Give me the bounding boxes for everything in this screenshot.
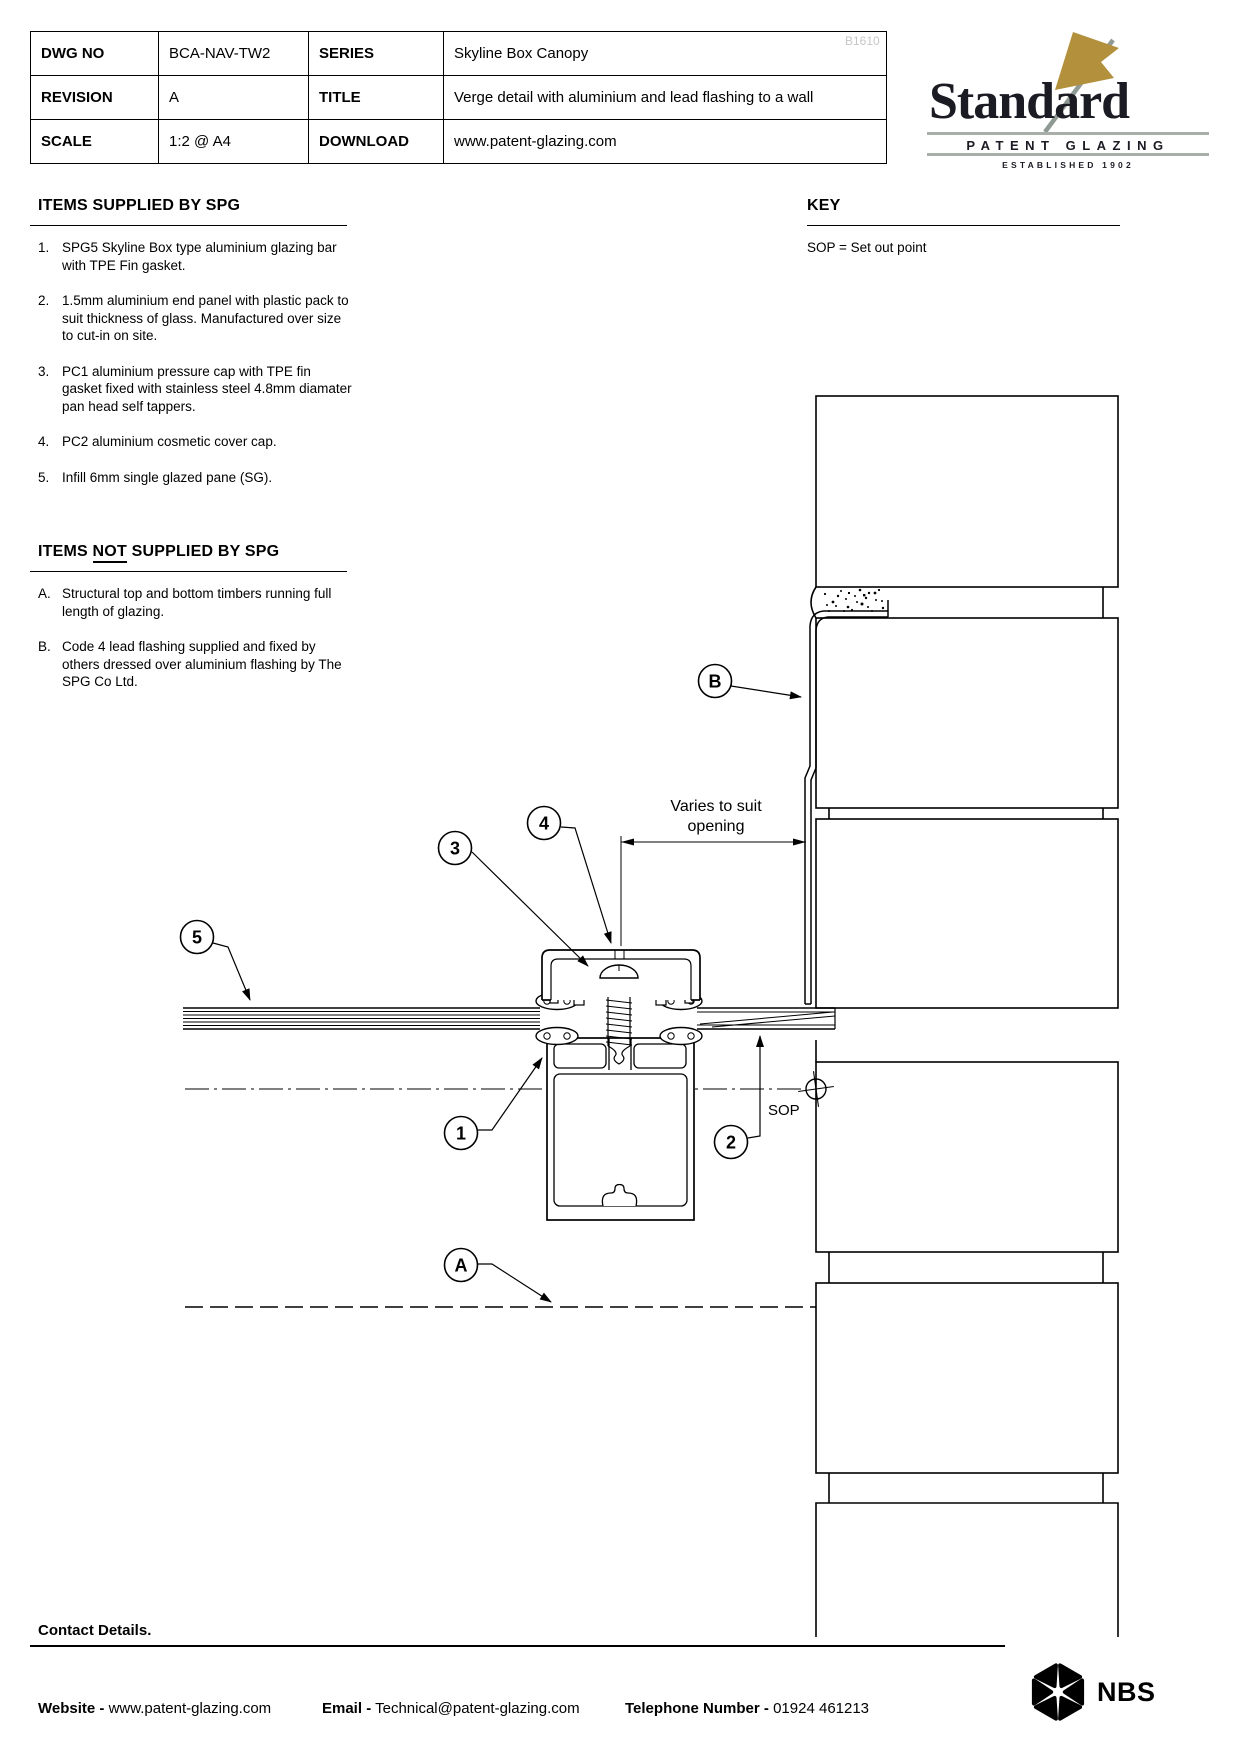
callout-2 xyxy=(715,1126,748,1159)
heading-part: SUPPLIED BY SPG xyxy=(131,543,280,560)
contact-details-heading: Contact Details. xyxy=(38,1622,152,1639)
nbs-flake-icon xyxy=(1029,1663,1087,1721)
callout-label: 5 xyxy=(191,927,203,948)
key-entry: SOP = Set out point xyxy=(807,240,927,255)
item-text: 1.5mm aluminium end panel with plastic pack to suit thickness of glass. Manufactured over size to cut-in on site. xyxy=(62,293,349,343)
callout-label: 1 xyxy=(455,1123,467,1144)
heading-part: ITEMS xyxy=(38,543,88,560)
item-text: SPG5 Skyline Box type aluminium glazing bar with TPE Fin gasket. xyxy=(62,240,337,273)
item-text: Code 4 lead flashing supplied and fixed by others dressed over aluminium flashing by The SPG Co Ltd. xyxy=(62,639,342,689)
glass-pane xyxy=(183,1008,540,1029)
callout-5 xyxy=(181,921,214,954)
callout-label: 3 xyxy=(449,838,461,859)
website-label: Website xyxy=(38,1700,96,1717)
logo-subtitle: PATENT GLAZING xyxy=(966,138,1170,153)
tpe-gaskets xyxy=(536,993,702,1045)
mortar-speckle xyxy=(824,589,884,612)
wall-block xyxy=(816,1062,1118,1252)
item-text: PC1 aluminium pressure cap with TPE fin gasket fixed with stainless steel 4.8mm diamater pan head self tappers. xyxy=(62,363,352,414)
download-label: DOWNLOAD xyxy=(309,120,444,164)
items-supplied-heading: ITEMS SUPPLIED BY SPG xyxy=(38,197,241,214)
title-value: Verge detail with aluminium and lead flashing to a wall xyxy=(444,76,887,120)
phone-value: 01924 461213 xyxy=(773,1700,870,1717)
separator: - xyxy=(763,1700,769,1717)
callout-1 xyxy=(445,1117,478,1150)
item-number: 1. xyxy=(38,240,50,255)
title-label: TITLE xyxy=(309,76,444,120)
revision-label: REVISION xyxy=(31,76,159,120)
email-label: Email xyxy=(322,1700,363,1717)
item-number: 4. xyxy=(38,434,50,449)
dwg-no-label: DWG NO xyxy=(31,32,159,76)
callout-label: B xyxy=(708,671,722,692)
dimension-text-line2: opening xyxy=(687,818,745,835)
footer-phone xyxy=(625,1700,869,1717)
wall-block xyxy=(816,1503,1118,1637)
dimension xyxy=(621,798,806,946)
revision-value: A xyxy=(159,76,309,120)
item-number: B. xyxy=(38,639,51,654)
download-value: www.patent-glazing.com xyxy=(444,120,887,164)
phone-label: Telephone Number xyxy=(625,1700,760,1717)
callout-3 xyxy=(439,832,472,865)
scale-label: SCALE xyxy=(31,120,159,164)
callout-B xyxy=(699,665,732,698)
item-text: Structural top and bottom timbers running full length of glazing. xyxy=(62,586,332,619)
footer-email xyxy=(322,1700,580,1717)
scale-value: 1:2 @ A4 xyxy=(159,120,309,164)
end-panel xyxy=(697,1008,835,1029)
series-label: SERIES xyxy=(309,32,444,76)
wall-block xyxy=(816,819,1118,1008)
item-number: 5. xyxy=(38,469,50,485)
website-value: www.patent-glazing.com xyxy=(108,1700,272,1717)
heading-not: NOT xyxy=(93,543,127,563)
dimension-text-line1: Varies to suit xyxy=(670,798,762,815)
callout-label: A xyxy=(454,1255,468,1276)
series-value: Skyline Box Canopy xyxy=(444,32,887,76)
item-text: Infill 6mm single glazed pane (SG). xyxy=(62,469,273,485)
sop-label: SOP xyxy=(768,1102,800,1119)
email-value: Technical@patent-glazing.com xyxy=(375,1700,580,1717)
item-number: A. xyxy=(38,586,51,601)
item-text: PC2 aluminium cosmetic cover cap. xyxy=(62,434,277,449)
wall-block xyxy=(816,618,1118,808)
separator: - xyxy=(366,1700,372,1717)
footer-rule xyxy=(30,1645,1005,1647)
callout-label: 2 xyxy=(725,1132,737,1153)
separator: - xyxy=(99,1700,105,1717)
item-number: 3. xyxy=(38,363,50,379)
nbs-logo xyxy=(1029,1663,1209,1723)
wall-block xyxy=(816,396,1118,587)
callout-label: 4 xyxy=(538,813,550,834)
callout-4 xyxy=(528,807,561,840)
item-number: 2. xyxy=(38,293,50,308)
logo-established: ESTABLISHED 1902 xyxy=(1002,160,1134,170)
logo-name: Standard xyxy=(929,73,1130,130)
callout-A xyxy=(445,1249,478,1282)
nbs-label: NBS xyxy=(1097,1677,1156,1707)
wall-section xyxy=(811,396,1118,1637)
dwg-no-value: BCA-NAV-TW2 xyxy=(159,32,309,76)
wall-block xyxy=(816,1283,1118,1473)
key-heading: KEY xyxy=(807,197,841,214)
footer-website xyxy=(38,1700,271,1717)
glazing-bar-box xyxy=(547,1038,694,1220)
sheet-code: B1610 xyxy=(845,34,880,48)
callout-leaders xyxy=(213,686,801,1302)
